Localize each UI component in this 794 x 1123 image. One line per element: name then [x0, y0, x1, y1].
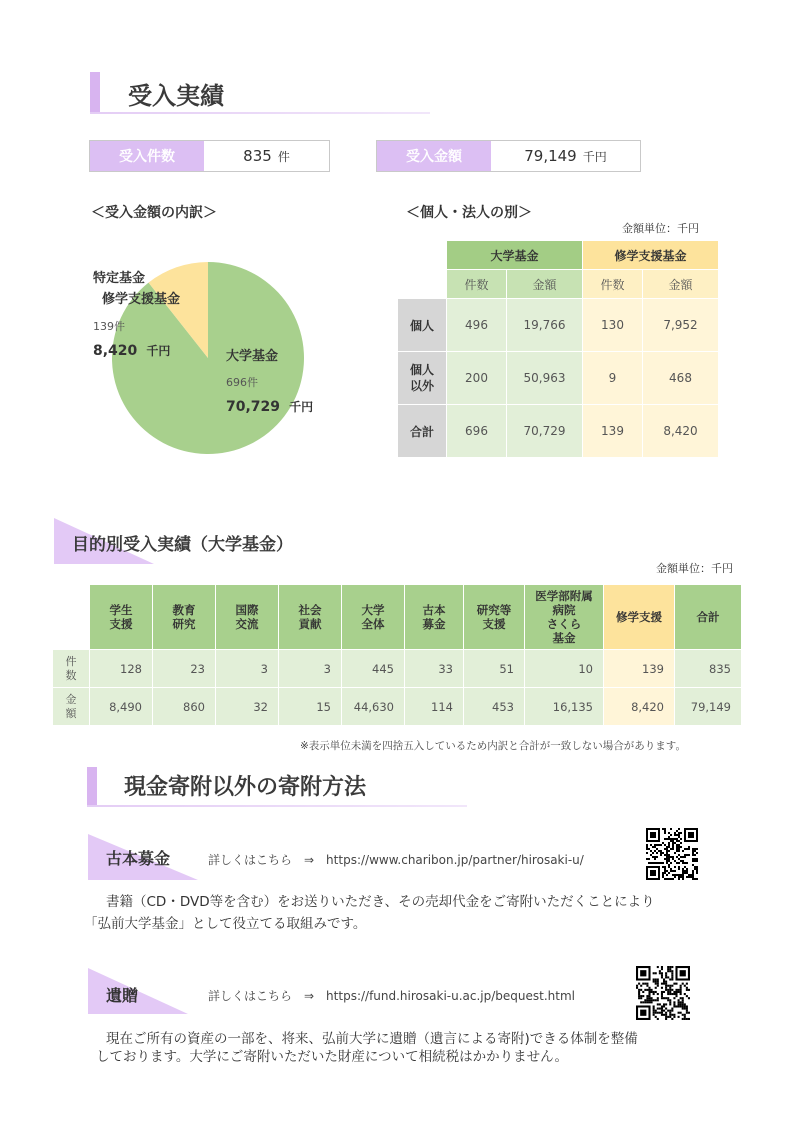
- section-underline: [90, 112, 430, 114]
- pp-header: 大学 全体: [342, 585, 404, 649]
- pp-cell: 16,135: [525, 688, 603, 725]
- pc-group-shugaku: 修学支援基金: [583, 241, 718, 269]
- summary-count-box: [89, 140, 330, 172]
- pc-cell: 200: [447, 352, 506, 404]
- pp-header: 教育 研究: [153, 585, 215, 649]
- tokutei-label-2: 修学支援基金: [102, 292, 181, 307]
- pc-corner: [398, 241, 446, 269]
- pc-subheader: 件数: [583, 270, 642, 298]
- pp-cell: 114: [405, 688, 463, 725]
- section-title-results: 受入実績: [128, 82, 224, 110]
- pp-cell: 3: [279, 650, 341, 687]
- section-marker: [87, 767, 97, 805]
- izo-qr-code: [636, 966, 690, 1020]
- summary-count-label: 受入件数: [90, 141, 204, 171]
- pp-header: 国際 交流: [216, 585, 278, 649]
- pc-cell: 70,729: [507, 405, 582, 457]
- pp-cell: 51: [464, 650, 524, 687]
- table-row: [53, 650, 741, 687]
- pp-cell: 835: [675, 650, 741, 687]
- pp-cell: 128: [90, 650, 152, 687]
- summary-amount-value-cell: [491, 141, 640, 171]
- furuhon-link[interactable]: 詳しくはこちら ⇒ https://www.charibon.jp/partner/hirosaki-u/: [208, 853, 584, 867]
- pc-cell: 696: [447, 405, 506, 457]
- daigaku-amount: 70,729: [226, 399, 281, 415]
- pp-cell: 3: [216, 650, 278, 687]
- pp-cell: 33: [405, 650, 463, 687]
- tokutei-unit: 千円: [146, 344, 171, 358]
- pp-header: 学生 支援: [90, 585, 152, 649]
- summary-count-unit: 件: [277, 149, 290, 164]
- pc-group-daigaku: 大学基金: [447, 241, 582, 269]
- pp-cell: 8,490: [90, 688, 152, 725]
- section-marker: [90, 72, 100, 112]
- izo-desc-1: 現在ご所有の資産の一部を、将来、弘前大学に遺贈（遺言による寄附)できる体制を整備: [106, 1031, 638, 1047]
- daigaku-amount-row: [226, 396, 313, 415]
- tokutei-count: 139件: [93, 320, 125, 333]
- pp-header: 医学部附属 病院 さくら 基金: [525, 585, 603, 649]
- summary-amount-label: 受入金額: [377, 141, 491, 171]
- breakdown-title: ＜受入金額の内訳＞: [91, 205, 217, 221]
- pc-cell: 139: [583, 405, 642, 457]
- pp-row-label: 件 数: [53, 650, 89, 687]
- pp-cell: 8,420: [604, 688, 674, 725]
- pp-cell: 44,630: [342, 688, 404, 725]
- pp-header: 合計: [675, 585, 741, 649]
- pp-cell: 23: [153, 650, 215, 687]
- section-title-other-methods: 現金寄附以外の寄附方法: [124, 775, 367, 800]
- pc-cell: 8,420: [643, 405, 718, 457]
- daigaku-label: 大学基金: [226, 349, 279, 364]
- pp-header: 修学支援: [604, 585, 674, 649]
- tokutei-amount-row: [93, 340, 170, 359]
- purpose-unit-note: 金額単位：千円: [656, 562, 733, 575]
- daigaku-count: 696件: [226, 376, 258, 389]
- pc-cell: 50,963: [507, 352, 582, 404]
- furuhon-desc-1: 書籍（CD・DVD等を含む）をお送りいただき、その売却代金をご寄附いただくことにより: [106, 894, 655, 910]
- table-row: [398, 352, 718, 404]
- pc-unit-note: 金額単位：千円: [622, 222, 699, 235]
- pc-subheader: 金額: [507, 270, 582, 298]
- furuhon-tag: 古本募金: [106, 849, 171, 868]
- pp-header: 社会 貢献: [279, 585, 341, 649]
- pp-header: 研究等 支援: [464, 585, 524, 649]
- pp-cell: 10: [525, 650, 603, 687]
- pp-cell: 445: [342, 650, 404, 687]
- personal-corporate-table: [397, 240, 719, 458]
- table-row: [53, 688, 741, 725]
- pc-row-label: 合計: [398, 405, 446, 457]
- pc-subheader: 件数: [447, 270, 506, 298]
- table-row: [398, 405, 718, 457]
- pc-cell: 468: [643, 352, 718, 404]
- pp-cell: 32: [216, 688, 278, 725]
- pc-cell: 9: [583, 352, 642, 404]
- purpose-footnote: ※表示単位未満を四捨五入しているため内訳と合計が一致しない場合があります。: [300, 740, 686, 752]
- pc-cell: 19,766: [507, 299, 582, 351]
- pc-row-label: 個人: [398, 299, 446, 351]
- summary-count-value-cell: [204, 141, 329, 171]
- purpose-table: [52, 584, 742, 726]
- pp-cell: 860: [153, 688, 215, 725]
- furuhon-desc-2: 「弘前大学基金」として役立てる取組みです。: [84, 916, 367, 932]
- pc-cell: 130: [583, 299, 642, 351]
- summary-amount-value: 79,149: [524, 147, 577, 165]
- pp-header: 古本 募金: [405, 585, 463, 649]
- pp-row-label: 金 額: [53, 688, 89, 725]
- daigaku-unit: 千円: [289, 400, 314, 414]
- pc-cell: 496: [447, 299, 506, 351]
- summary-count-value: 835: [243, 147, 272, 165]
- personal-corporate-title: ＜個人・法人の別＞: [406, 205, 532, 221]
- tokutei-amount: 8,420: [93, 343, 138, 359]
- pc-cell: 7,952: [643, 299, 718, 351]
- pp-cell: 139: [604, 650, 674, 687]
- izo-link[interactable]: 詳しくはこちら ⇒ https://fund.hirosaki-u.ac.jp/bequest.html: [208, 989, 575, 1003]
- pp-cell: 79,149: [675, 688, 741, 725]
- pp-corner: [53, 585, 89, 649]
- pc-subheader: 金額: [643, 270, 718, 298]
- pc-corner-2: [398, 270, 446, 298]
- summary-amount-unit: 千円: [582, 149, 607, 164]
- section-underline: [87, 805, 467, 807]
- table-row: [398, 299, 718, 351]
- furuhon-qr-code: [646, 828, 698, 880]
- pp-cell: 15: [279, 688, 341, 725]
- tokutei-label-1: 特定基金: [93, 271, 146, 286]
- izo-tag: 遺贈: [106, 986, 139, 1005]
- pc-row-label: 個人 以外: [398, 352, 446, 404]
- izo-desc-2: しております。大学にご寄附いただいた財産について相続税はかかりません。: [96, 1049, 568, 1065]
- summary-amount-box: [376, 140, 641, 172]
- pp-cell: 453: [464, 688, 524, 725]
- purpose-title: 目的別受入実績（大学基金）: [72, 535, 293, 555]
